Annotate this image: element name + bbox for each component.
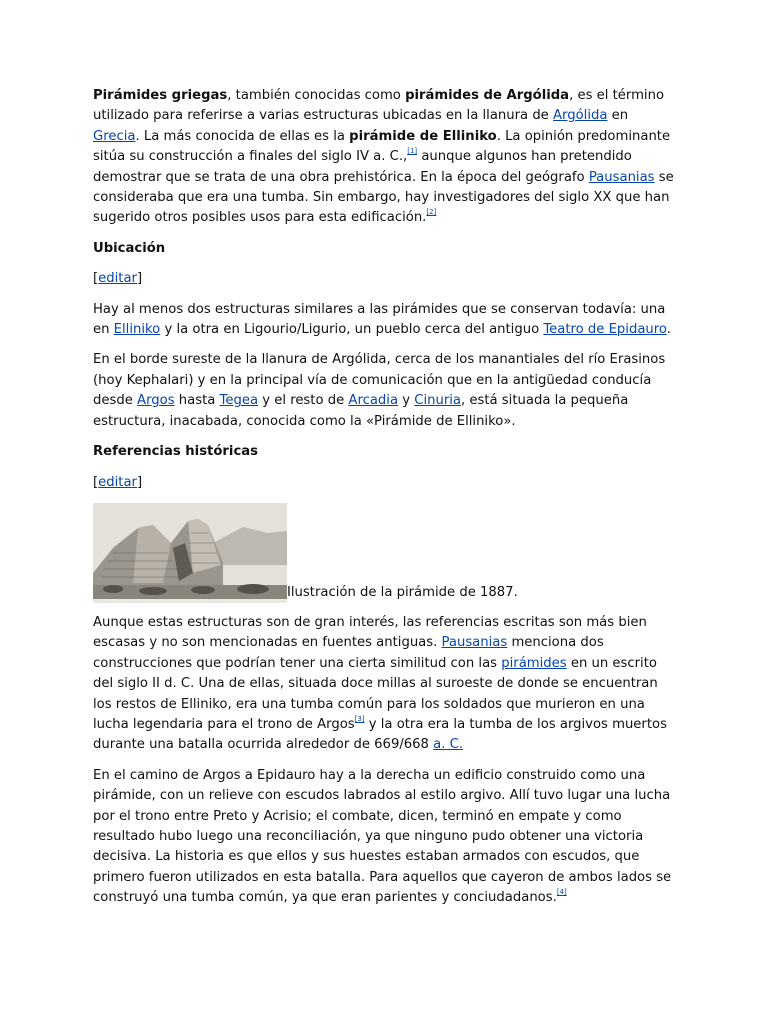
ubicacion-paragraph-1: Hay al menos dos estructuras similares a las pirámides que se conservan todavía: una en Elliniko y la otra en Ligourio/Ligurio, un pueblo cerca del antiguo Teatro de Epidauro. [93,301,671,338]
link-arcadia[interactable]: Arcadia [348,393,399,409]
link-argolida[interactable]: Argólida [553,108,608,124]
reference-3[interactable]: [3] [354,714,365,723]
edit-link[interactable]: editar [98,271,137,287]
intro-paragraph: Pirámides griegas, también conocidas como pirámides de Argólida, es el término utilizado para referirse a varias estructuras ubicadas en la llanura de Argólida en Grecia. La más conocida de ellas es la pirámide de Elliniko. La opinión predominante sitúa su construcción a finales del siglo IV a. C.,[1] aunque algunos han pretendido demostrar que se trata de una obra prehistórica. En la época del geógrafo Pausanias se consideraba que era una tumba. Sin embargo, hay investigadores del siglo XX que han sugerido otros posibles usos para esta edificación.[2] [93,88,674,226]
link-pausanias[interactable]: Pausanias [588,169,655,185]
article-body [93,86,678,919]
reference-4[interactable]: [4] [556,888,567,897]
edit-link[interactable]: editar [98,474,137,490]
term-piramides-griegas: Pirámides griegas [93,88,228,103]
figure [93,503,678,603]
term-piramide-elliniko: pirámide de Elliniko [349,128,497,144]
referencias-paragraph-2: En el camino de Argos a Epidauro hay a la derecha un edificio construido como una pirámide, con un relieve con escudos labrados al estilo argivo. Allí tuvo lugar una lucha por el trono entre Preto y Acrisio; el combate, dicen, terminó en empate y como resultado hubo luego una reconciliación, ya que ninguno pudo obtener una victoria decisiva. La historia es que ellos y sus huestes estaban armados con escudos, que primero fueron utilizados en esta batalla. Para aquellos que cayeron de ambos lados se construyó una tumba común, ya que eran parientes y conciudadanos.[4] [93,767,672,906]
link-grecia[interactable]: Grecia [93,128,136,144]
edit-section-referencias: [editar] [93,474,143,490]
reference-2[interactable]: [2] [426,208,437,217]
ubicacion-paragraph-2: En el borde sureste de la llanura de Argólida, cerca de los manantiales del río Erasinos (hoy Kephalari) y en la principal vía de comunicación que en la antigüedad conducía desde Argos hasta Tegea y el resto de Arcadia y Cinuria, está situada la pequeña estructura, inacabada, conocida como la «Pirámide de Elliniko». [93,352,666,429]
link-tegea[interactable]: Tegea [219,393,259,409]
link-piramides[interactable]: pirámides [501,655,567,671]
link-antes-de-cristo[interactable]: a. C. [433,737,464,753]
link-pausanias[interactable]: Pausanias [441,635,508,651]
link-elliniko[interactable]: Elliniko [113,322,161,338]
figure-caption: Ilustración de la pirámide de 1887. [287,584,518,600]
term-piramides-argolida: pirámides de Argólida [405,88,570,103]
heading-ubicacion: Ubicación [93,240,166,256]
edit-section-ubicacion: [editar] [93,271,143,287]
link-cinuria[interactable]: Cinuria [414,393,461,409]
heading-referencias-historicas: Referencias históricas [93,444,259,460]
link-argos[interactable]: Argos [137,393,175,409]
referencias-paragraph-1: Aunque estas estructuras son de gran interés, las referencias escritas son más bien escasas y no son mencionadas en fuentes antiguas. Pausanias menciona dos construcciones que podrían tener una cierta similitud con las pirámides en un escrito del siglo II d. C. Una de ellas, situada doce millas al suroeste de donde se encuentran los restos de Elliniko, era una tumba común para los soldados que murieron en una lucha legendaria para el trono de Argos[3] y la otra era la tumba de los argivos muertos durante una batalla ocurrida alrededor de 669/668 a. C. [93,614,667,753]
reference-1[interactable]: [1] [407,147,418,156]
pyramid-engraving-image[interactable] [93,503,287,603]
link-teatro-epidauro[interactable]: Teatro de Epidauro [543,322,667,338]
